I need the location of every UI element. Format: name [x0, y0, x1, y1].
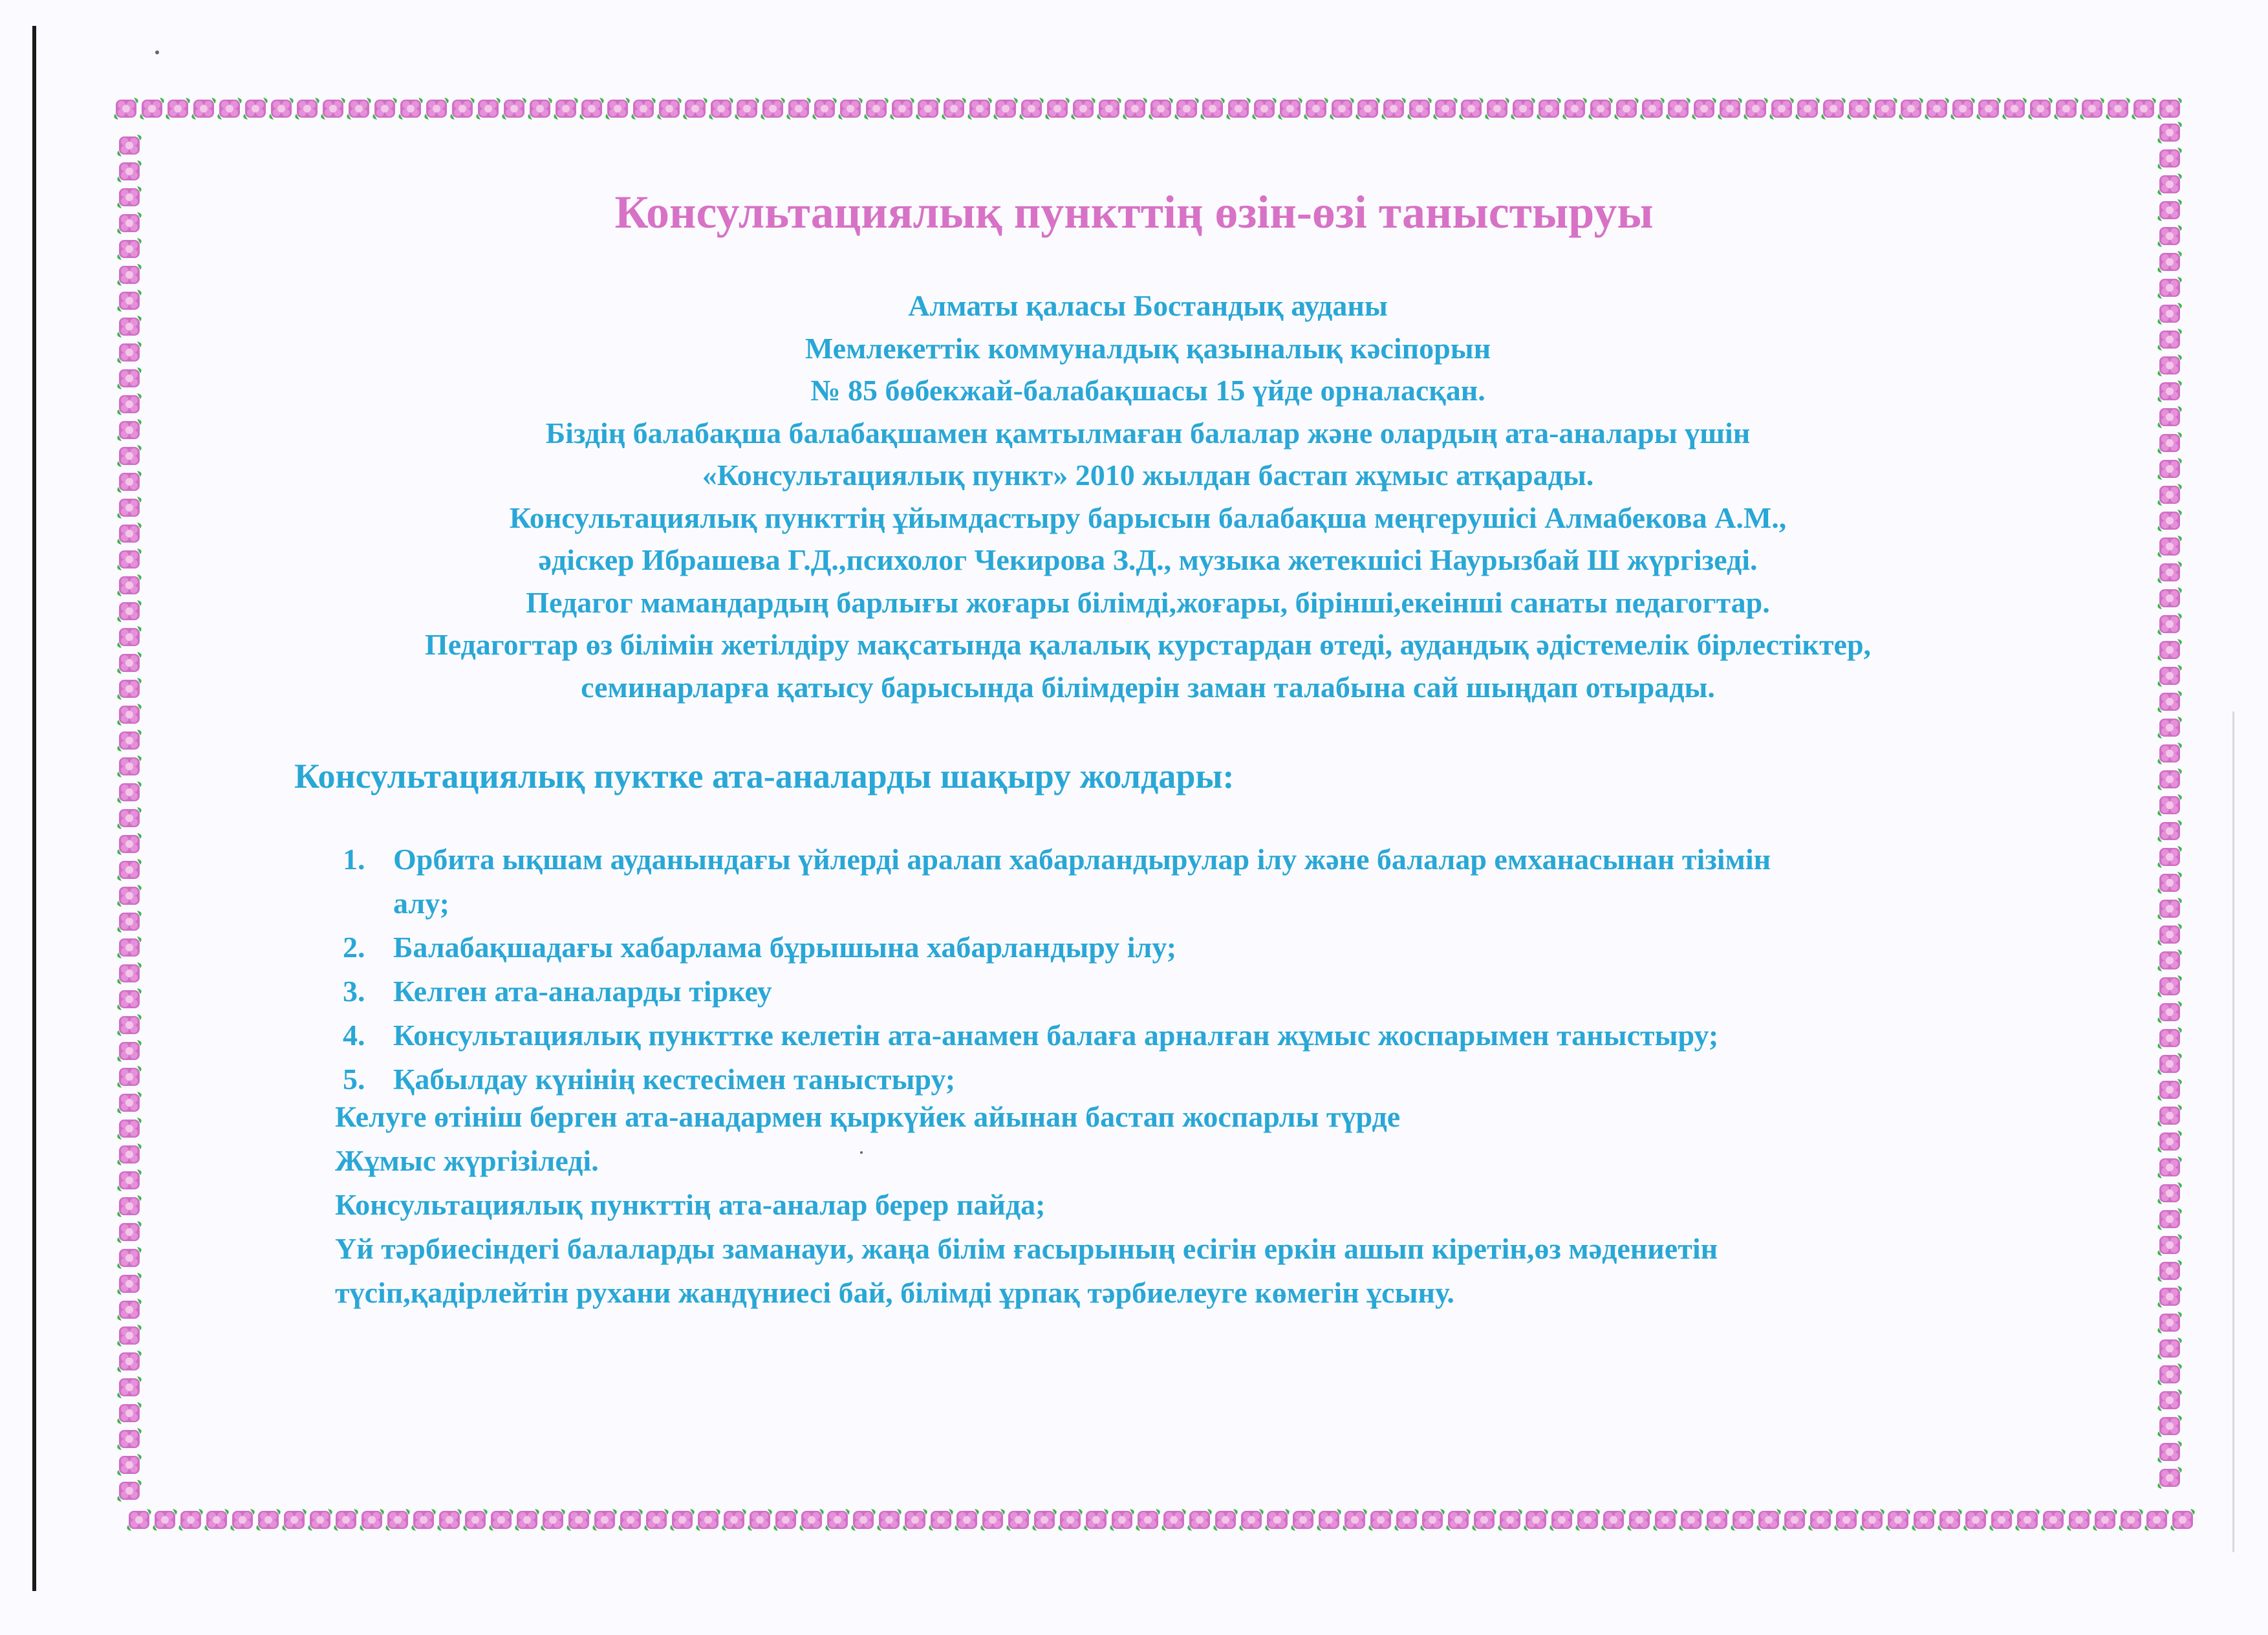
list-item-number: 1.: [343, 843, 365, 876]
list-item-number: 4.: [343, 1019, 365, 1052]
list-item-text: Келген ата-аналарды тіркеу: [393, 975, 772, 1008]
closing-line: Келуге өтініш берген ата-анадармен қыркүйек айынан бастап жоспарлы түрде: [335, 1100, 1401, 1133]
intro-line: Мемлекеттік коммуналдық қазыналық кәсіпорын: [805, 331, 1491, 365]
intro-line: Алматы қаласы Бостандық ауданы: [908, 289, 1388, 322]
closing-paragraph: [335, 1095, 1718, 1315]
list-item: [343, 969, 1771, 1013]
intro-line: «Консультациялық пункт» 2010 жылдан бастап жұмыс атқарады.: [702, 459, 1594, 492]
closing-line: түсіп,қадірлейтін рухани жандүниесі бай, білімді ұрпақ тәрбиелеуге көмегін ұсыну.: [335, 1276, 1454, 1309]
steps-list: [343, 838, 1771, 1101]
intro-paragraph: [194, 285, 2102, 708]
list-item: [343, 926, 1771, 969]
list-item-text: Балабақшадағы хабарлама бұрышына хабарландыру ілу;: [393, 931, 1177, 964]
section-heading: Консультациялық пуктке ата-аналарды шақыру жолдары:: [294, 757, 1235, 796]
intro-line: № 85 бөбекжай-балабақшасы 15 үйде орналасқан.: [810, 374, 1485, 407]
list-item-number: 5.: [343, 1063, 365, 1096]
intro-line: Педагог мамандардың барлығы жоғары білімді,жоғары, бірінші,екеінші санаты педагогтар.: [526, 585, 1770, 619]
list-item-text: алу;: [393, 887, 449, 920]
list-item-number: 2.: [343, 931, 365, 964]
closing-line: Консультациялық пункттің ата-аналар берер пайда;: [335, 1188, 1046, 1221]
list-item-text: Қабылдау күнінің кестесімен таныстыру;: [393, 1063, 956, 1096]
intro-line: Консультациялық пункттің ұйымдастыру барысын балабақша меңгерушісі Алмабекова А.М.,: [509, 501, 1787, 534]
intro-line: әдіскер Ибрашева Г.Д.,психолог Чекирова З.Д., музыка жетекшісі Наурызбай Ш жүргізеді.: [538, 543, 1758, 576]
list-item: [343, 1013, 1771, 1057]
list-item: [343, 838, 1771, 926]
intro-line: семинарларға қатысу барысында білімдерін заман талабына сай шыңдап отырады.: [581, 670, 1715, 704]
list-item-text: Орбита ықшам ауданындағы үйлерді аралап хабарландырулар ілу және балалар емханасынан тізімін: [393, 843, 1771, 876]
closing-line: Жұмыс жүргізіледі.: [335, 1144, 599, 1177]
list-item-text: Консультациялық пункттке келетін ата-анамен балаға арналған жұмыс жоспарымен таныстыру;: [393, 1019, 1719, 1052]
list-item-number: 3.: [343, 975, 365, 1008]
intro-line: Біздің балабақша балабақшамен қамтылмаған балалар және олардың ата-аналары үшін: [545, 416, 1751, 449]
document-title: Консультациялық пункттің өзін-өзі таныстыруы: [614, 186, 1654, 238]
intro-line: Педагогтар өз білімін жетілдіру мақсатында қалалық курстардан өтеді, аудандық әдістемелік бірлестіктер,: [424, 628, 1872, 661]
closing-line: Үй тәрбиесіндегі балаларды заманауи, жаңа білім ғасырының есігін еркін ашып кіретін,өз мәдениетін: [335, 1232, 1718, 1265]
